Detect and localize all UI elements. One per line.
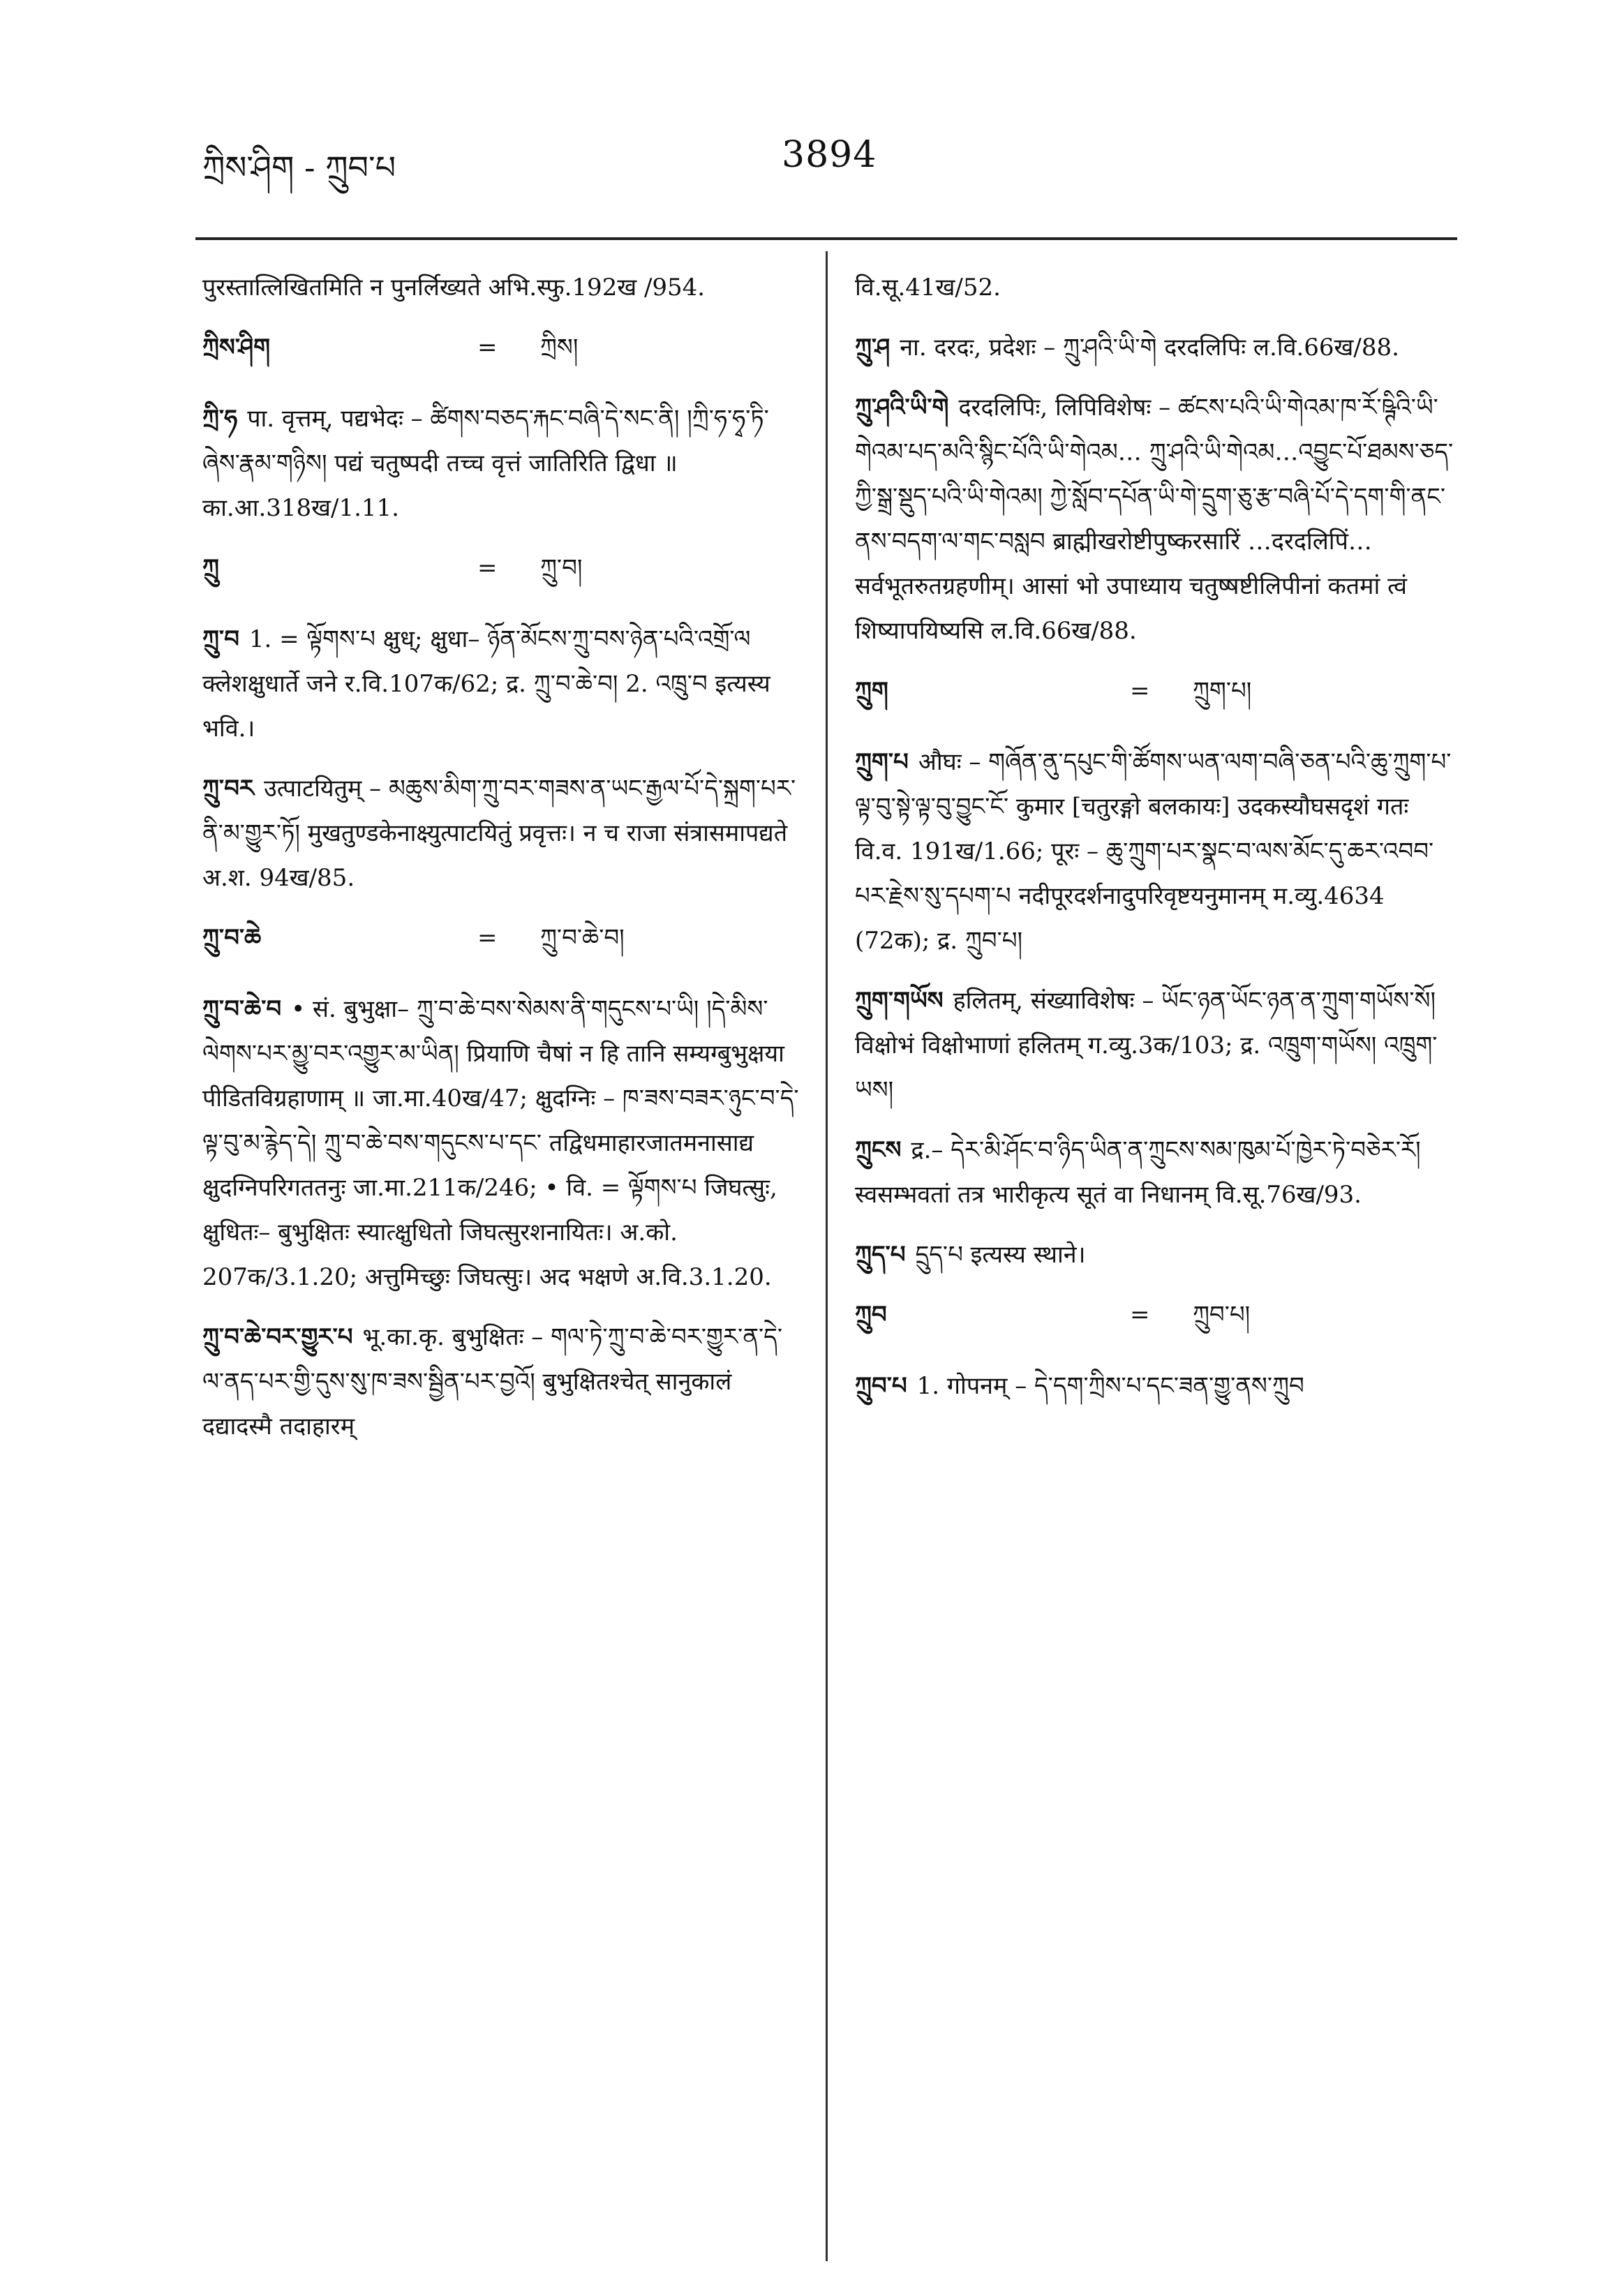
headword: ཀྲིས་ཤིག [202,334,271,362]
headword: ཀྲུབ་པ [855,1372,907,1400]
column-divider [826,251,828,2261]
continuation-text: पुरस्तात्लिखितमिति न पुनर्लिख्यते अभि.स्फु.192ख /954. [202,274,706,301]
headword: ཀྲུག་པ [855,748,909,776]
equals-sign: = [1130,677,1150,705]
cross-reference-entry [202,546,803,590]
headword: ཀྲུ་བ [202,625,239,653]
page-number: 3894 [782,134,877,176]
entry-definition: भू.का.कृ. बुभुक्षितः – གལ་ཏེ་ཀྲུ་བ་ཆེ་བར་གྱུར་ན་དེ་ལ་ནད་པར་གྱི་དུས་སུ་ཁ་ཟས་སྦྱིན་པར་བྱའོ། बुभुक्षितश्चेत् सानुकालं दद्यादस्मै तदाहारम् [202,1323,782,1440]
headword: ཀྲུག་གཡོས [855,987,944,1015]
equals-sign: = [477,554,498,582]
entry-definition: 1. = ལྟོགས་པ क्षुध्; क्षुधा– ཉོན་མོངས་ཀྲུ་བས་ཉེན་པའི་འགྲོ་ལ क्लेशक्षुधार्ते जने र.वि.107क/62; द्र. ཀྲུ་བ་ཆེ་བ། 2. འཁྲུ་བ इत्यस्य भवि.। [202,625,770,743]
cross-reference-target: ཀྲུ་བ། [540,554,583,582]
headword: ཀྲུབ [855,1301,887,1329]
cross-reference-entry [855,1293,1462,1337]
entry-definition: ना. दरदः, प्रदेशः – ཀྲུ་ཤའི་ཡི་གེ दरदलिपिः ल.वि.66ख/88. [900,334,1399,362]
headword: ཀྲུ་ཤའི་ཡི་གེ [855,394,949,422]
cross-reference-entry [202,916,803,960]
headword: ཀྲུ [202,554,219,582]
entry-definition: དྲུད་པ इत्यस्य स्थाने। [915,1241,1086,1269]
entry-definition: हलितम्, संख्याविशेषः – ཡོང་ཉན་ཡོང་ཉན་ན་ཀྲུག་གཡོས་སོ། विक्षोभं विक्षोभाणां हलितम् ग.व्यु.3क/103; द्र. འཁྲུག་གཡོས། འཁྲུག་ཡས། [855,987,1438,1104]
header-rule [195,237,1457,240]
cross-reference-target: ཀྲུག་པ། [1193,677,1252,705]
equals-sign: = [477,924,498,952]
dictionary-entry [202,396,803,530]
headword: ཀྲུ་བ་ཆེ་བ [202,995,282,1023]
cross-reference-entry [202,325,803,370]
entry-definition: पा. वृत्तम्, पद्यभेदः – ཚིགས་བཅད་རྐང་བཞི་དེ་སང་ནི། །ཀྲི་ཧ་ཧྭ་ཏི་ཞེས་རྣམ་གཉིས། पद्यं चतुष्पदी तच्च वृत्तं जातिरिति द्विधा ॥ का.आ.318ख/1.11. [202,405,769,522]
right-column [855,265,1462,1424]
headword: ཀྲི་ཧ [202,405,238,433]
headword: ཀྲུ་བ་ཆེ་བར་གྱུར་པ [202,1323,353,1351]
headword: ཀྲུད་པ [855,1241,906,1269]
dictionary-entry [202,617,803,751]
entry-definition: उत्पाटयितुम् – མཆུས་མིག་ཀྲུ་བར་གཟས་ན་ཡང་རྒྱལ་པོ་དེ་སྐྲག་པར་ནི་མ་གྱུར་ཏོ། मुखतुण्डकेनाक्ष्युत्पाटयितुं प्रवृत्तः। न च राजा संत्रासमापद्यते अ.श. 94ख/85. [202,775,796,892]
dictionary-entry [855,978,1462,1112]
cross-reference-target: ཀྲིས། [540,334,579,362]
dictionary-entry [855,325,1462,370]
dictionary-entry [202,766,803,900]
running-head: ཀྲིས་ཤིག - ཀྲུབ་པ [202,149,396,186]
equals-sign: = [1130,1301,1150,1329]
continuation-text: वि.सू.41ख/52. [855,274,1001,301]
dictionary-entry [202,987,803,1299]
entry-definition: • सं. बुभुक्षा– ཀྲུ་བ་ཆེ་བས་སེམས་ནི་གདུངས་པ་ཡི། །དེ་མིས་ལེགས་པར་མྱུ་བར་འགྱུར་མ་ཡིན། प्रियाणि चैषां न हि तानि सम्यग्बुभुक्षया पीडितविग्रहाणाम् ॥ जा.मा.40ख/47; क्षुदग्निः – ཁ་ཟས་བཟར་ཉུང་བ་དེ་ལྟ་བུ་མ་རྙེད་དེ། ཀྲུ་བ་ཆེ་བས་གདུངས་པ་དང་ तद्विधमाहारजातमनासाद्य क्षुदग्निपरिगततनुः जा.मा.211क/246; • वि. = ལྟོགས་པ जिघत्सुः, क्षुधितः– बुभुक्षितः स्यात्क्षुधितो जिघत्सुरशनायितः। अ.को. 207क/3.1.20; अत्तुमिच्छुः जिघत्सुः। अद भक्षणे अ.वि.3.1.20. [202,995,799,1291]
dictionary-entry [855,1128,1462,1217]
entry-definition: औघः – གཞོན་ནུ་དཔུང་གི་ཚོགས་ཡན་ལག་བཞི་ཅན་པའི་ཆུ་ཀྲུག་པ་ལྟ་བུ་སྟེ་ལྟ་བུ་བྱུང་ངོ་ कुमार [चतुरङ्गो बलकायः] उदकस्यौघसदृशं गतः वि.व. 191ख/1.66; पूरः – ཆུ་ཀྲུག་པར་སྣང་བ་ལས་མོང་དུ་ཆར་འབབ་པར་རྗེས་སུ་དཔག་པ नदीपूरदर्शनादुपरिवृष्टयनुमानम् म.व्यु.4634 (72क); द्र. ཀྲུབ་པ། [855,748,1452,955]
dictionary-entry [855,1364,1462,1408]
equals-sign: = [477,334,498,362]
dictionary-entry [855,385,1462,653]
entry-definition: 1. गोपनम् – དེ་དག་ཀྲིས་པ་དང་ཟན་གྱུ་ནས་ཀྲུབ [916,1372,1304,1400]
entry-definition: दरदलिपिः, लिपिविशेषः – ཚངས་པའི་ཡི་གེའམ་ཁ་རོ་ཥྚིའི་ཡི་གེའམ་པད་མའི་སྙིང་པོའི་ཡི་གེའམ… ཀྲུ་ཤའི་ཡི་གེའམ…འབྱུང་པོ་ཐམས་ཅད་ཀྱི་སྒྲ་སྡུད་པའི་ཡི་གེའམ། ཀྱེ་སློབ་དཔོན་ཡི་གེ་དྲུག་ཅུ་རྩ་བཞི་པོ་དེ་དག་གི་ནང་ནས་བདག་ལ་གང་བསླབ ब्राह्मीखरोष्टीपुष्करसारिं …दरदलिपिं…सर्वभूतरुतग्रहणीम्। आसां भो उपाध्याय चतुष्षष्टीलिपीनां कतमां त्वं शिष्यापयिष्यसि ल.वि.66ख/88. [855,394,1454,645]
entry-definition: द्र.– དེར་མི་ཤོང་བ་ཉིད་ཡིན་ན་ཀྲུངས་སམ་ཁུམ་པོ་ཁྱེར་ཏེ་བཅེར་རོ། स्वसम्भवतां तत्र भारीकृत्य सूतं वा निधानम् वि.सू.76ख/93. [855,1136,1421,1209]
dictionary-entry [855,740,1462,963]
headword: ཀྲུ་ཤ [855,334,891,362]
cross-reference-entry [855,669,1462,713]
headword: ཀྲུ་བ་ཆེ [202,924,262,952]
headword: ཀྲུ་བར [202,775,255,803]
dictionary-entry [202,1315,803,1449]
cross-reference-target: ཀྲུ་བ་ཆེ་བ། [540,924,625,952]
headword: ཀྲུག [855,677,888,705]
left-column [202,265,803,1464]
headword: ཀྲུངས [855,1136,902,1164]
cross-reference-target: ཀྲུབ་པ། [1193,1301,1251,1329]
dictionary-entry [855,1232,1462,1277]
